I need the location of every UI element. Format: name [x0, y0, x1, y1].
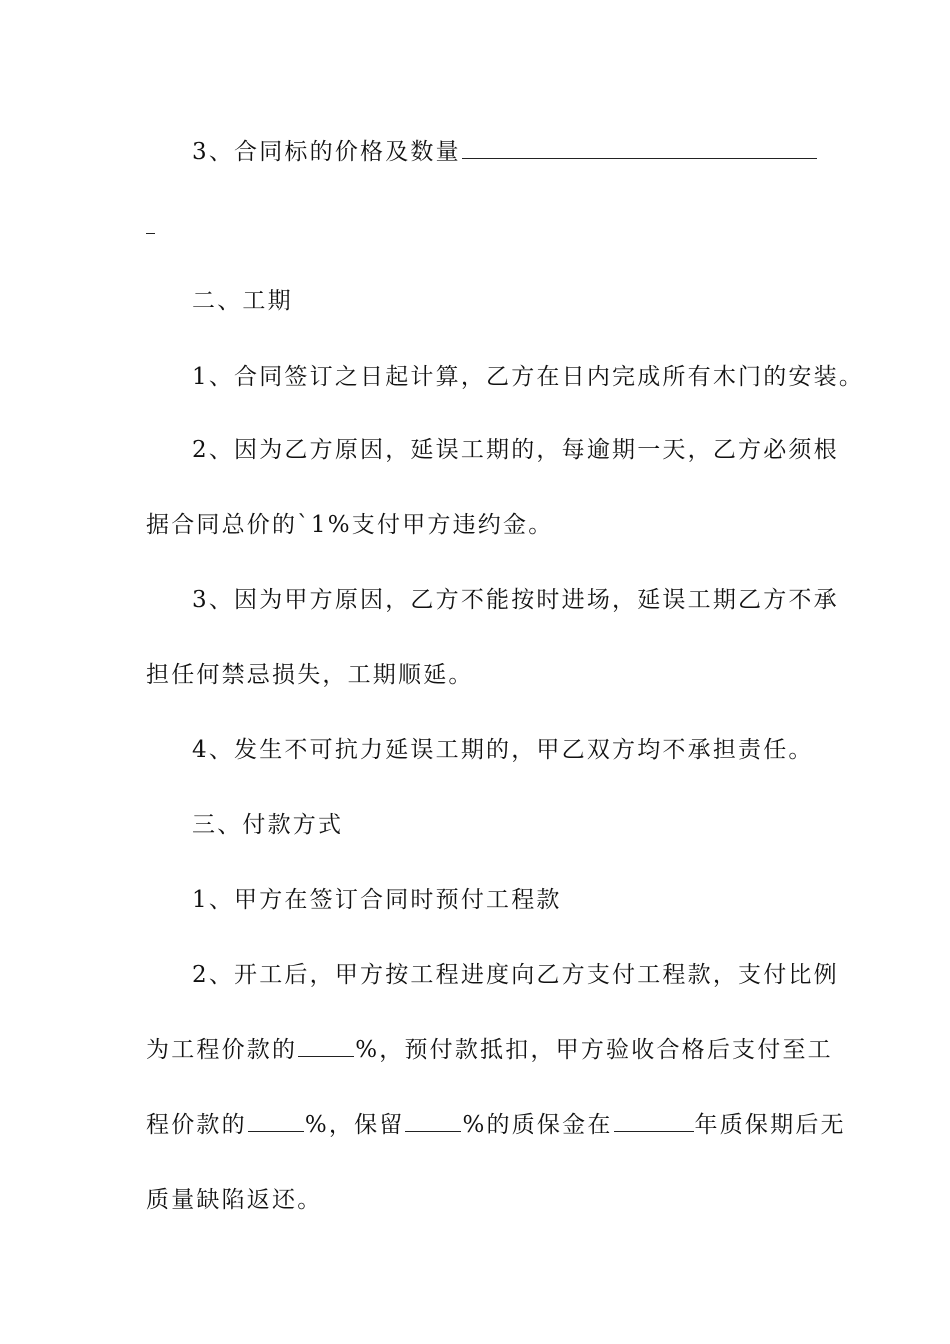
final-payment-blank[interactable]: [248, 1109, 304, 1132]
paragraph-schedule-2-cont: 据合同总价的`1%支付甲方违约金。: [146, 512, 554, 538]
paragraph-schedule-4: 4、发生不可抗力延误工期的，甲乙双方均不承担责任。: [192, 737, 814, 763]
paragraph-schedule-2: 2、因为乙方原因，延误工期的，每逾期一天，乙方必须根: [192, 437, 839, 463]
warranty-label: %的质保金在: [462, 1112, 613, 1138]
warranty-years-blank[interactable]: [614, 1109, 694, 1132]
warranty-rest: 年质保期后无: [694, 1112, 846, 1138]
paragraph-schedule-3: 3、因为甲方原因，乙方不能按时进场，延误工期乙方不承: [192, 587, 839, 613]
paragraph-payment-2-cont-1: [146, 1034, 833, 1066]
section-heading-payment: 三、付款方式: [192, 812, 344, 838]
paragraph-payment-1: 1、甲方在签订合同时预付工程款: [192, 887, 562, 913]
payment-ratio-label: 为工程价款的: [146, 1037, 298, 1063]
paragraph-payment-2-cont-2: [146, 1109, 846, 1141]
payment-ratio-rest: %，预付款抵扣，甲方验收合格后支付至工: [355, 1037, 833, 1063]
final-payment-label: 程价款的: [146, 1112, 247, 1138]
paragraph-price-quantity: [192, 136, 818, 168]
paragraph-schedule-1: 1、合同签订之日起计算，乙方在日内完成所有木门的安装。: [192, 364, 865, 390]
paragraph-payment-2: 2、开工后，甲方按工程进度向乙方支付工程款，支付比例: [192, 962, 839, 988]
price-quantity-blank-continuation: [146, 233, 155, 234]
price-quantity-label: 3、合同标的价格及数量: [192, 139, 461, 165]
section-heading-schedule: 二、工期: [192, 288, 293, 314]
retention-blank[interactable]: [405, 1109, 461, 1132]
paragraph-payment-2-cont-3: 质量缺陷返还。: [146, 1187, 323, 1213]
paragraph-schedule-3-cont: 担任何禁忌损失，工期顺延。: [146, 662, 474, 688]
payment-ratio-blank[interactable]: [298, 1034, 354, 1057]
retention-label: %，保留: [304, 1112, 405, 1138]
price-quantity-blank[interactable]: [462, 136, 817, 159]
